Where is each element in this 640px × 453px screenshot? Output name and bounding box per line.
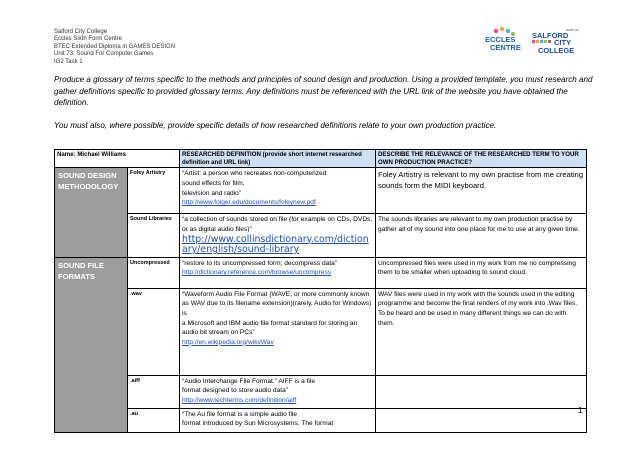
section-label-methodology: SOUND DESIGN METHODOLOGY [55, 168, 128, 257]
eccles-logo-line2: CENTRE [490, 43, 521, 52]
glossary-term: .aiff [128, 375, 180, 408]
glossary-term: Sound Libraries [128, 214, 180, 257]
table-row [55, 214, 587, 257]
student-name-cell: Name: Michael Williams [55, 150, 180, 168]
salford-logo-line1: SALFORD [532, 31, 569, 40]
glossary-term: Uncompressed [128, 257, 180, 288]
header-line: Unit 73: Sound For Computer Games [54, 51, 154, 58]
header-line: IG2 Task 1 [54, 58, 83, 65]
relevance-cell [376, 168, 587, 214]
relevance-text: The sounds libraries are relevant to my own production practise by gather all of my sound into one place for me to use at any given time. [378, 216, 580, 233]
eccles-centre-logo [482, 26, 522, 52]
salford-logo-part-of: PART OF [566, 28, 579, 32]
relevance-cell [376, 288, 587, 375]
reference-link[interactable]: http://www.techterms.com/definition/aiff [182, 396, 297, 404]
definition-text: sound effects for film, [182, 180, 245, 187]
relevance-cell [376, 257, 587, 288]
definition-column-header: RESEARCHED DEFINITION (provide short internet researched definition and URL link) [180, 150, 376, 168]
salford-city-college-logo [530, 27, 592, 55]
relevance-text: Uncompressed files were used in my work from me no compressing them to be smaller when uploading to sound cloud. [378, 259, 576, 277]
definition-cell [180, 288, 376, 375]
reference-link[interactable]: http://www.folger.edu/documents/foleynew.pdf [182, 199, 316, 207]
definition-cell [180, 214, 376, 257]
definition-cell [180, 168, 376, 214]
relevance-text: WAV files were used in my work with the sounds used in the editing programme and become the final renders of my work into .Wav files. To be heard and be used in many different things we can do with them. [378, 290, 578, 327]
relevance-cell [376, 408, 587, 432]
header-line: Eccles Sixth Form Centre [54, 36, 123, 43]
section-label-formats: SOUND FILE FORMATS [55, 257, 128, 432]
definition-text: “Waveform Audio File Format (WAVE, or more commonly known as WAV due to its filename extension)(rarely, Audio for Windows) is [182, 290, 372, 317]
definition-cell [180, 375, 376, 408]
definition-text: “Audio Interchange File Format.” AIFF is a file [182, 377, 316, 385]
definition-text: format designed to store audio data” [182, 387, 288, 395]
definition-text: a Microsoft and IBM audio file format standard for storing an audio bit stream on PCs” [182, 319, 358, 337]
definition-cell [180, 257, 376, 288]
definition-cell [180, 408, 376, 432]
glossary-term: Foley Artistry [128, 168, 180, 214]
reference-link[interactable]: http://en.wikipedia.org/wiki/Wav [182, 338, 274, 346]
table-row [55, 408, 587, 432]
table-row [55, 375, 587, 408]
header-line: Salford City College [54, 29, 108, 35]
definition-text: “Artist: a person who recreates non-computerized [182, 170, 327, 178]
definition-text: “restore to its uncompressed form; decompress data” [182, 259, 338, 267]
reference-link[interactable]: http://www.collinsdictionary.com/dictionary/english/sound-library [182, 233, 369, 256]
salford-logo-line3: COLLEGE [538, 46, 575, 55]
page-number: 1 [578, 405, 583, 415]
definition-text: “a collection of sounds stored on file (for example on CDs, DVDs, or as digital audio files)” [182, 216, 373, 233]
table-row [55, 288, 587, 375]
glossary-term: .au [128, 408, 180, 432]
brief-paragraph: You must also, where possible, provide specific details of how researched definitions relate to your own production practice. [54, 121, 497, 131]
relevance-cell [376, 375, 587, 408]
brief-paragraph: Produce a glossary of terms specific to the methods and principles of sound design and production. Using a provided template, you must research and gather definitions specific to provided glossary terms. Any definitions must be referenced with the URL link of the website you have obtained the definition. [54, 75, 593, 108]
relevance-text: Foley Artistry is relevant to my own practise from me creating sounds form the MIDI keyboard. [378, 170, 584, 191]
reference-link[interactable]: http://dictionary.reference.com/browse/uncompress [182, 269, 332, 277]
table-header-row [55, 150, 587, 168]
salford-logo-line2: CITY [554, 38, 572, 47]
definition-text: format introduced by Sun Microsystems. The format [182, 420, 334, 428]
definition-text: television and radio” [182, 189, 242, 197]
table-row [55, 168, 587, 214]
definition-text: “The Au file format is a simple audio file [182, 410, 298, 418]
eccles-logo-line1: ECCLES [485, 35, 516, 44]
document-header [54, 29, 175, 66]
relevance-column-header: DESCRIBE THE RELEVANCE OF THE RESEARCHED TERM TO YOUR OWN PRODUCTION PRACTICE? [376, 150, 587, 168]
relevance-cell [376, 214, 587, 257]
glossary-term: .wav [128, 288, 180, 375]
table-row [55, 257, 587, 288]
header-line: BTEC Extended Diploma in GAMES DESIGN [54, 43, 176, 50]
glossary-table [54, 149, 587, 433]
task-brief [54, 74, 594, 144]
